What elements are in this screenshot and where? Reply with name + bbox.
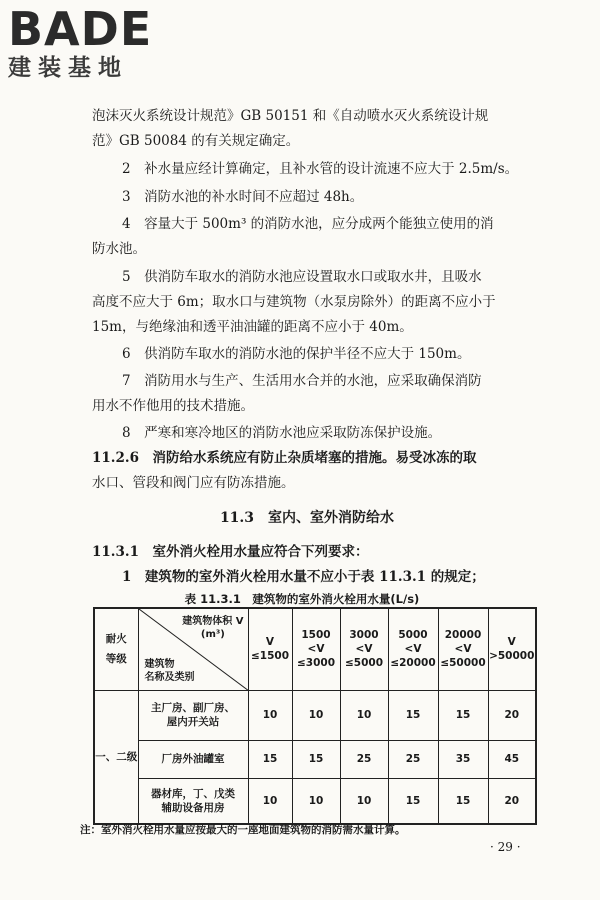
table-note: 注：室外消火栓用水量应按最大的一座地面建筑物的消防需水量计算。 <box>80 824 406 836</box>
paragraph-line: 7 消防用水与生产、生活用水合并的水池，应采取确保消防 <box>122 373 482 389</box>
column-header <box>292 608 340 690</box>
water-demand-table <box>93 607 537 825</box>
section-heading: 11.3 室内、室外消防给水 <box>219 510 395 526</box>
paragraph-line: 泡沫灭火系统设计规范》GB 50151 和《自动喷水灭火系统设计规 <box>92 108 489 124</box>
column-header <box>248 608 292 690</box>
header-text: ≤1500 <box>250 650 290 663</box>
paragraph-line: 4 容量大于 500m³ 的消防水池，应分成两个能独立使用的消 <box>122 216 494 232</box>
header-text: 等级 <box>105 653 127 666</box>
header-text: V <box>265 636 275 649</box>
header-text: <V <box>454 643 472 656</box>
building-name-text: 屋内开关站 <box>166 716 220 728</box>
header-text: <V <box>404 643 422 656</box>
header-text: ≤5000 <box>344 657 384 670</box>
paragraph-line: 水口、管段和阀门应有防冻措施。 <box>92 475 295 491</box>
header-text: <V <box>307 643 325 656</box>
paragraph-line: 2 补水量应经计算确定，且补水管的设计流速不应大于 2.5m/s。 <box>122 161 519 177</box>
fire-rating-cell: 一、二级 <box>94 690 138 824</box>
value-cell: 25 <box>340 740 388 778</box>
paragraph-line: 防水池。 <box>92 241 146 257</box>
value-cell: 10 <box>248 690 292 740</box>
header-text: 20000 <box>444 629 482 642</box>
value-cell: 10 <box>292 690 340 740</box>
table-caption: 表 11.3.1 建筑物的室外消火栓用水量(L/s) <box>184 592 420 606</box>
logo-wordmark: BADE <box>8 2 153 56</box>
table-row <box>94 690 536 740</box>
value-cell: 25 <box>388 740 438 778</box>
paragraph-line: 用水不作他用的技术措施。 <box>92 398 254 414</box>
header-text: ≤20000 <box>390 657 436 670</box>
building-label <box>145 658 195 684</box>
header-text: <V <box>355 643 373 656</box>
value-cell: 20 <box>488 690 536 740</box>
column-header <box>340 608 388 690</box>
table-row <box>94 778 536 824</box>
paragraph-line: 1 建筑物的室外消火栓用水量不应小于表 11.3.1 的规定； <box>122 569 485 585</box>
value-cell: 15 <box>248 740 292 778</box>
building-name-cell <box>138 778 248 824</box>
value-cell: 35 <box>438 740 488 778</box>
value-cell: 10 <box>340 690 388 740</box>
value-cell: 15 <box>438 690 488 740</box>
paragraph-line: 3 消防水池的补水时间不应超过 48h。 <box>122 189 364 205</box>
paragraph-line: 15m，与绝缘油和透平油油罐的距离不应小于 40m。 <box>92 319 413 335</box>
building-name-text: 器材库，丁、戊类 <box>151 787 235 800</box>
fire-rating-header <box>94 608 138 690</box>
paragraph-line: 范》GB 50084 的有关规定确定。 <box>92 133 300 149</box>
diagonal-header-cell <box>138 608 248 690</box>
page-number: · 29 · <box>490 840 521 854</box>
volume-label-text: 建筑物体积 V <box>182 616 244 627</box>
column-header <box>488 608 536 690</box>
paragraph-line: 6 供消防车取水的消防水池的保护半径不应大于 150m。 <box>122 346 471 362</box>
value-cell: 15 <box>292 740 340 778</box>
building-name-cell <box>138 690 248 740</box>
header-text: V <box>507 636 516 649</box>
building-name-text: 主厂房、副厂房、 <box>151 702 235 714</box>
paragraph-line: 8 严寒和寒冷地区的消防水池应采取防冻保护设施。 <box>122 425 442 441</box>
clause-line: 11.3.1 室外消火栓用水量应符合下列要求： <box>92 544 369 560</box>
header-text: 耐火 <box>105 633 127 646</box>
header-text: 3000 <box>349 629 379 642</box>
paragraph-line: 高度不应大于 6m；取水口与建筑物（水泵房除外）的距离不应小于 <box>92 294 496 310</box>
header-text: ≤3000 <box>296 657 336 670</box>
building-category-text: 名称及类别 <box>144 671 195 683</box>
volume-label <box>182 615 243 641</box>
value-cell: 20 <box>488 778 536 824</box>
header-text: ≤50000 <box>440 657 486 670</box>
value-cell: 10 <box>292 778 340 824</box>
building-label-text: 建筑物 <box>144 658 175 670</box>
value-cell: 10 <box>248 778 292 824</box>
paragraph-line: 5 供消防车取水的消防水池应设置取水口或取水井，且吸水 <box>122 269 482 285</box>
header-text: 1500 <box>301 629 331 642</box>
clause-line: 11.2.6 消防给水系统应有防止杂质堵塞的措施。易受冰冻的取 <box>92 450 477 466</box>
value-cell: 15 <box>388 690 438 740</box>
logo-subtitle: 建装基地 <box>8 55 128 81</box>
column-header <box>438 608 488 690</box>
table-row <box>94 740 536 778</box>
header-text: 5000 <box>398 629 428 642</box>
column-header <box>388 608 438 690</box>
value-cell: 15 <box>438 778 488 824</box>
logo <box>8 4 188 82</box>
building-name-cell: 厂房外油罐室 <box>138 740 248 778</box>
table-header-row <box>94 608 536 690</box>
value-cell: 45 <box>488 740 536 778</box>
volume-unit-text: (m³) <box>200 629 225 640</box>
value-cell: 10 <box>340 778 388 824</box>
header-text: >50000 <box>489 650 535 663</box>
value-cell: 15 <box>388 778 438 824</box>
building-name-text: 辅助设备用房 <box>161 801 225 814</box>
